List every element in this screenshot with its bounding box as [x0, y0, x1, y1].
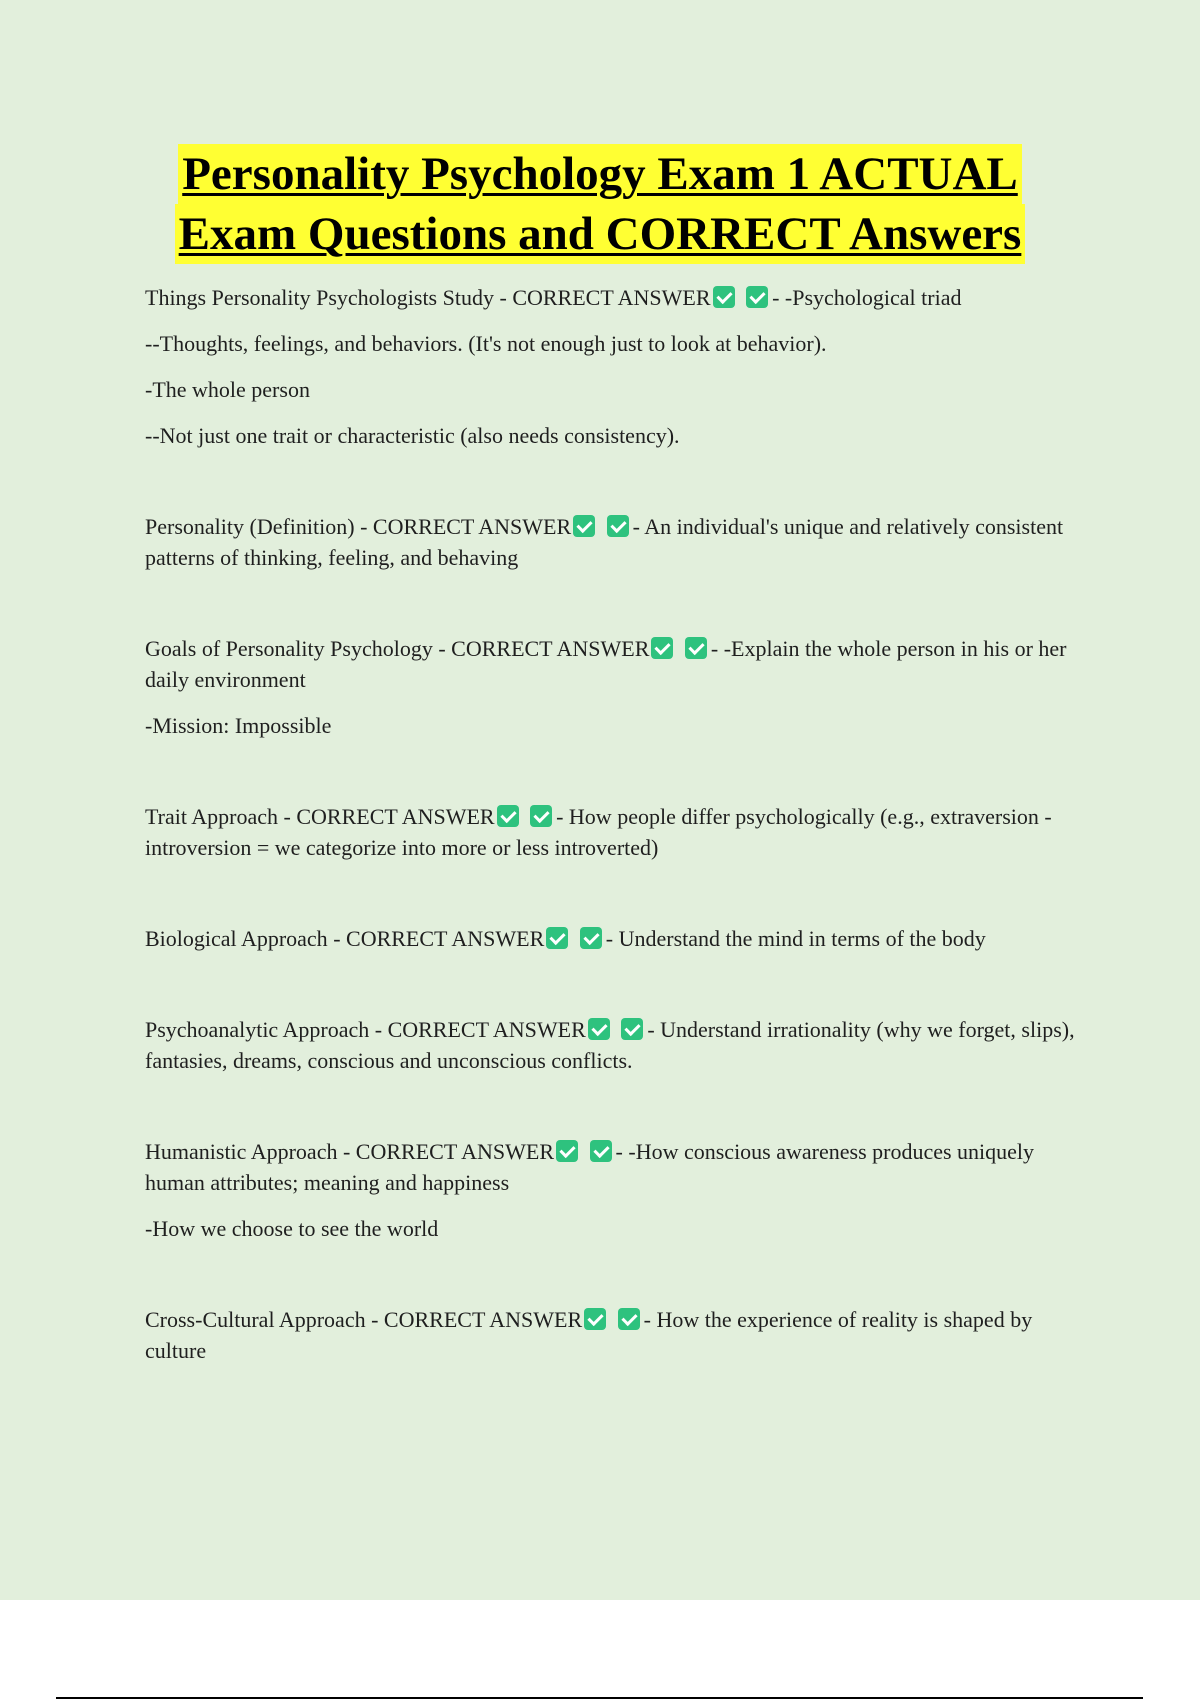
qa-entry	[145, 923, 1085, 954]
check-mark-icon	[621, 1018, 643, 1040]
qa-detail-line: -Mission: Impossible	[145, 713, 332, 738]
answer-marker: CORRECT ANSWER	[512, 285, 711, 310]
qa-term: Things Personality Psychologists Study	[145, 285, 494, 310]
qa-answer: - Understand irrationality (why we forget, slips), fantasies, dreams, conscious and unconscious conflicts.	[145, 1017, 1075, 1073]
qa-detail-line: --Not just one trait or characteristic (also needs consistency).	[145, 423, 680, 448]
check-mark-icon	[713, 286, 735, 308]
check-mark-icon	[685, 637, 707, 659]
check-mark-icon	[590, 1140, 612, 1162]
check-mark-icon	[618, 1308, 640, 1330]
qa-first-line: Goals of Personality Psychology - CORRECT ANSWER - -Explain the whole person in his or her daily environment	[145, 636, 1067, 692]
qa-entry	[145, 511, 1085, 573]
qa-first-line: Psychoanalytic Approach - CORRECT ANSWER - Understand irrationality (why we forget, slips), fantasies, dreams, conscious and unconscious conflicts.	[145, 1017, 1075, 1073]
qa-list	[145, 282, 1085, 1426]
check-mark-icon	[588, 1018, 610, 1040]
qa-first-line: Humanistic Approach - CORRECT ANSWER - -How conscious awareness produces uniquely human attributes; meaning and happiness	[145, 1139, 1035, 1195]
qa-first-line: Personality (Definition) - CORRECT ANSWER - An individual's unique and relatively consistent patterns of thinking, feeling, and behaving	[145, 514, 1064, 570]
qa-term: Trait Approach	[145, 804, 279, 829]
title-line-1: Personality Psychology Exam 1 ACTUAL	[178, 144, 1022, 204]
answer-marker: CORRECT ANSWER	[387, 1017, 586, 1042]
answer-marker: CORRECT ANSWER	[346, 926, 545, 951]
qa-first-line: Biological Approach - CORRECT ANSWER - Understand the mind in terms of the body	[145, 926, 986, 951]
footer-divider	[56, 1697, 1143, 1699]
qa-term: Goals of Personality Psychology	[145, 636, 433, 661]
qa-answer: - -How conscious awareness produces uniquely human attributes; meaning and happiness	[145, 1139, 1035, 1195]
qa-answer: - How the experience of reality is shaped by culture	[145, 1307, 1033, 1363]
qa-answer: - Understand the mind in terms of the body	[605, 926, 986, 951]
check-mark-icon	[530, 805, 552, 827]
answer-marker: CORRECT ANSWER	[372, 514, 572, 539]
qa-entry	[145, 1304, 1085, 1366]
check-mark-icon	[546, 927, 568, 949]
answer-marker: CORRECT ANSWER	[451, 636, 650, 661]
qa-first-line: Things Personality Psychologists Study - CORRECT ANSWER - -Psychological triad	[145, 285, 962, 310]
qa-entry	[145, 1136, 1085, 1244]
check-mark-icon	[556, 1140, 578, 1162]
qa-entry	[145, 801, 1085, 863]
qa-entry	[145, 633, 1085, 741]
title-line-2: Exam Questions and CORRECT Answers	[175, 204, 1026, 264]
qa-first-line: Trait Approach - CORRECT ANSWER - How people differ psychologically (e.g., extraversion - introversion = we categorize into more or less introverted)	[145, 804, 1052, 860]
qa-answer: - -Explain the whole person in his or her daily environment	[145, 636, 1067, 692]
check-mark-icon	[746, 286, 768, 308]
qa-term: Cross-Cultural Approach	[145, 1307, 366, 1332]
qa-answer: - -Psychological triad	[772, 285, 962, 310]
qa-detail-line: -How we choose to see the world	[145, 1216, 439, 1241]
answer-marker: CORRECT ANSWER	[296, 804, 495, 829]
qa-detail-line: -The whole person	[145, 377, 310, 402]
qa-answer: - How people differ psychologically (e.g., extraversion - introversion = we categorize into more or less introverted)	[145, 804, 1052, 860]
answer-marker: CORRECT ANSWER	[355, 1139, 555, 1164]
check-mark-icon	[651, 637, 673, 659]
check-mark-icon	[607, 515, 629, 537]
qa-term: Personality (Definition)	[145, 514, 355, 539]
qa-term: Biological Approach	[145, 926, 328, 951]
qa-entry	[145, 282, 1085, 451]
qa-answer: - An individual's unique and relatively consistent patterns of thinking, feeling, and behaving	[145, 514, 1064, 570]
check-mark-icon	[580, 927, 602, 949]
qa-entry	[145, 1014, 1085, 1076]
check-mark-icon	[573, 515, 595, 537]
qa-detail-line: --Thoughts, feelings, and behaviors. (It's not enough just to look at behavior).	[145, 331, 827, 356]
check-mark-icon	[584, 1308, 606, 1330]
qa-term: Psychoanalytic Approach	[145, 1017, 370, 1042]
qa-first-line: Cross-Cultural Approach - CORRECT ANSWER - How the experience of reality is shaped by culture	[145, 1307, 1033, 1363]
check-mark-icon	[497, 805, 519, 827]
document-title	[0, 144, 1200, 264]
qa-term: Humanistic Approach	[145, 1139, 338, 1164]
answer-marker: CORRECT ANSWER	[383, 1307, 583, 1332]
